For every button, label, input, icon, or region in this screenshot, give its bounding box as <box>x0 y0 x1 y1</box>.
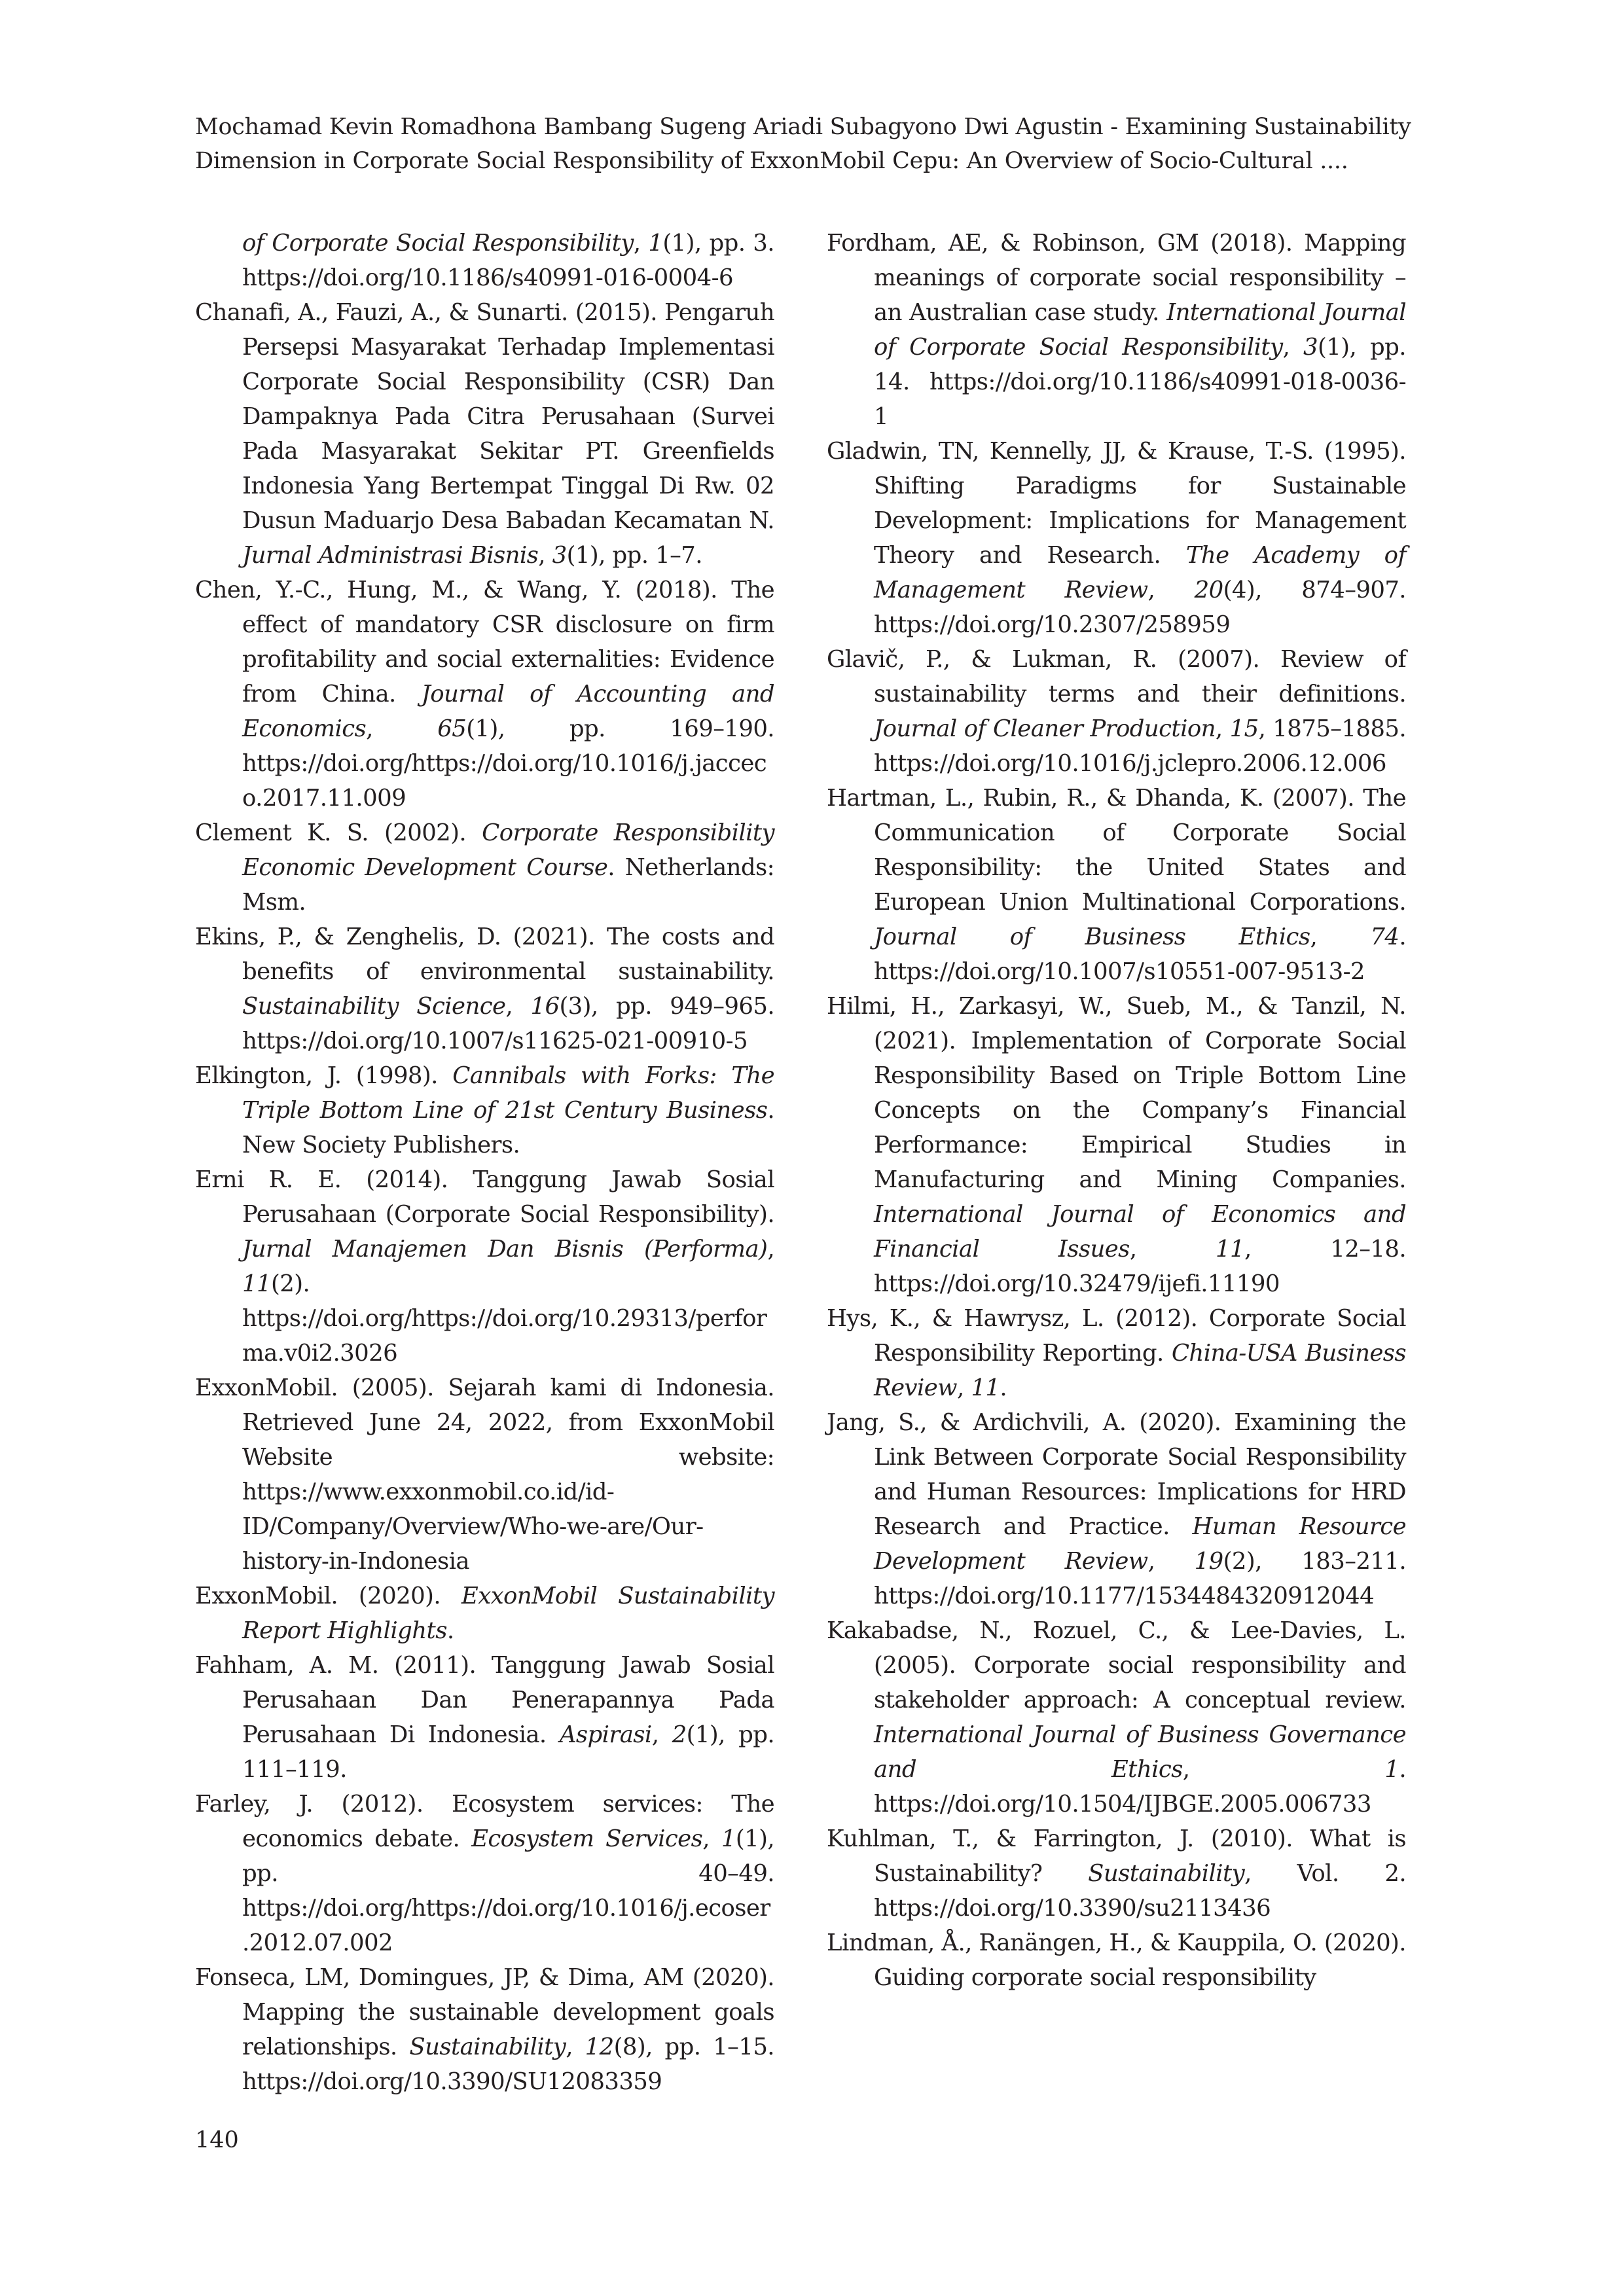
reference-italic-text: Cannibals with Forks: The Triple Bottom Line of 21st Century Business <box>242 1062 774 1124</box>
reference-italic-text: Jurnal Administrasi Bisnis <box>242 542 539 569</box>
reference-entry <box>827 781 1406 989</box>
reference-italic-text: 19 <box>1194 1548 1223 1575</box>
reference-text: Jang, S., & Ardichvili, A. (2020). Examining the Link Between Corporate Social Responsibility and Human Resources: Implications for HRD Research and Practice. <box>827 1409 1406 1540</box>
reference-italic-text: Aspirasi <box>559 1721 652 1748</box>
reference-entry <box>827 1405 1406 1613</box>
reference-italic-text: Corporate Responsibility Economic Development Course <box>242 819 774 881</box>
reference-column-left <box>195 226 774 2099</box>
reference-text: . https://doi.org/10.1007/s10551-007-9513-2 <box>874 924 1406 985</box>
reference-italic-text: 1 <box>648 230 663 257</box>
page-number: 140 <box>195 2127 239 2153</box>
reference-text: , <box>1282 334 1304 361</box>
reference-text: ExxonMobil. (2005). Sejarah kami di Indonesia. Retrieved June 24, 2022, from ExxonMobil Website website: https://www.exxonmobil.co.id/id-ID/Company/Overview/Who-we-are/Our-history-in-Indonesia <box>195 1374 774 1575</box>
reference-entry <box>195 1579 774 1648</box>
reference-italic-text: 3 <box>1303 334 1318 361</box>
reference-text: (2). https://doi.org/https://doi.org/10.29313/performa.v0i2.3026 <box>242 1270 767 1367</box>
reference-entry <box>827 1613 1406 1821</box>
reference-entry <box>195 920 774 1058</box>
reference-text: Hartman, L., Rubin, R., & Dhanda, K. (2007). The Communication of Corporate Social Responsibility: the United States and European Union Multinational Corporations. <box>827 785 1406 916</box>
reference-italic-text: The Academy of Management Review <box>874 542 1406 603</box>
reference-italic-text: Ecosystem Services <box>471 1825 703 1852</box>
reference-italic-text: 20 <box>1194 577 1223 603</box>
reference-italic-text: 1 <box>1384 1756 1399 1783</box>
reference-text: Chanafi, A., Fauzi, A., & Sunarti. (2015). Pengaruh Persepsi Masyarakat Terhadap Implementasi Corporate Social Responsibility (CSR) Dan Dampaknya Pada Citra Perusahaan (Survei Pada Masyarakat Sekitar PT. Greenfields Indonesia Yang Bertempat Tinggal Di Rw. 02 Dusun Maduarjo Desa Babadan Kecamatan N. <box>195 299 774 534</box>
reference-text: Hys, K., & Hawrysz, L. (2012). Corporate Social Responsibility Reporting. <box>827 1305 1406 1367</box>
reference-text: (1), pp. 40–49. https://doi.org/https://doi.org/10.1016/j.ecoser.2012.07.002 <box>242 1825 775 1956</box>
reference-italic-text: 65 <box>437 715 467 742</box>
reference-text: (1), pp. 111–119. <box>242 1721 775 1783</box>
reference-text: Lindman, Å., Ranängen, H., & Kauppila, O. (2020). Guiding corporate social responsibility <box>827 1929 1406 1991</box>
reference-text: , 12–18. https://doi.org/10.32479/ijefi.11190 <box>874 1236 1407 1297</box>
reference-text: , <box>1310 924 1371 950</box>
reference-text: , <box>1147 577 1195 603</box>
reference-italic-text: 74 <box>1370 924 1399 950</box>
reference-italic-text: of Corporate Social Responsibility <box>242 230 634 257</box>
reference-text: Kuhlman, T., & Farrington, J. (2010). What is Sustainability? <box>827 1825 1406 1887</box>
reference-text: . New Society Publishers. <box>242 1097 774 1158</box>
reference-italic-text: 11 <box>971 1374 1000 1401</box>
reference-italic-text: International Journal of Corporate Social Responsibility <box>874 299 1406 361</box>
reference-text: , <box>651 1721 672 1748</box>
reference-text: Hilmi, H., Zarkasyi, W., Sueb, M., & Tanzil, N. (2021). Implementation of Corporate Social Responsibility Based on Triple Bottom Line Concepts on the Company’s Financial Performance: Empirical Studies in Manufacturing and Mining Companies. <box>827 993 1406 1193</box>
reference-entry <box>195 1058 774 1162</box>
reference-text: Fahham, A. M. (2011). Tanggung Jawab Sosial Perusahaan Dan Penerapannya Pada Perusahaan Di Indonesia. <box>195 1652 774 1748</box>
reference-text: (3), pp. 949–965. https://doi.org/10.1007/s11625-021-00910-5 <box>242 993 774 1054</box>
reference-text: . <box>1000 1374 1007 1401</box>
reference-italic-text: Journal of Cleaner Production <box>874 715 1216 742</box>
reference-text: Elkington, J. (1998). <box>195 1062 453 1089</box>
reference-text: (1), pp. 3. https://doi.org/10.1186/s40991-016-0004-6 <box>242 230 774 291</box>
reference-text: ExxonMobil. (2020). <box>195 1583 461 1609</box>
reference-entry <box>827 1301 1406 1405</box>
reference-text: (8), pp. 1–15. https://doi.org/10.3390/SU12083359 <box>242 2034 774 2095</box>
reference-text: , <box>366 715 438 742</box>
reference-entry <box>827 226 1406 434</box>
reference-text: (4), 874–907. https://doi.org/10.2307/258959 <box>874 577 1406 638</box>
reference-italic-text: 3 <box>552 542 567 569</box>
reference-text: , <box>538 542 552 569</box>
reference-entry <box>827 434 1406 642</box>
reference-text: Farley, J. (2012). Ecosystem services: The economics debate. <box>195 1791 774 1852</box>
reference-italic-text: 11 <box>242 1270 271 1297</box>
reference-text: , <box>1129 1236 1216 1263</box>
reference-italic-text: 12 <box>585 2034 614 2060</box>
reference-text: , <box>702 1825 721 1852</box>
reference-text: . https://doi.org/10.1504/IJBGE.2005.006733 <box>874 1756 1406 1818</box>
reference-entry <box>827 1821 1406 1926</box>
reference-text: , <box>1147 1548 1195 1575</box>
reference-entry <box>195 1162 774 1371</box>
reference-text: , <box>505 993 531 1020</box>
reference-text: (2), 183–211. https://doi.org/10.1177/1534484320912044 <box>874 1548 1406 1609</box>
reference-entry <box>195 816 774 920</box>
reference-italic-text: Human Resource Development Review <box>874 1513 1406 1575</box>
reference-italic-text: Journal of Business Ethics <box>874 924 1310 950</box>
reference-text: Clement K. S. (2002). <box>195 819 482 846</box>
reference-entry <box>827 989 1406 1301</box>
reference-text: , <box>767 1236 774 1263</box>
reference-text: , Vol. 2. https://doi.org/10.3390/su2113436 <box>874 1860 1406 1922</box>
reference-entry <box>195 295 774 573</box>
reference-italic-text: International Journal of Economics and Financial Issues <box>874 1201 1406 1263</box>
reference-text: (1), pp. 1–7. <box>566 542 702 569</box>
reference-text: Gladwin, TN, Kennelly, JJ, & Krause, T.-S. (1995). Shifting Paradigms for Sustainable Development: Implications for Management Theory and Research. <box>827 438 1406 569</box>
reference-text: , <box>956 1374 971 1401</box>
reference-text: (1), pp. 169–190. https://doi.org/https://doi.org/10.1016/j.jacceco.2017.11.009 <box>242 715 774 812</box>
running-header <box>195 110 1439 178</box>
reference-italic-text: Jurnal Manajemen Dan Bisnis (Performa) <box>242 1236 768 1263</box>
reference-entry <box>195 226 774 295</box>
reference-text: , <box>1182 1756 1385 1783</box>
reference-entry <box>195 1648 774 1787</box>
reference-italic-text: International Journal of Business Governance and Ethics <box>874 1721 1406 1783</box>
reference-text: , <box>633 230 649 257</box>
reference-column-right <box>827 226 1406 1995</box>
reference-text: Kakabadse, N., Rozuel, C., & Lee-Davies, L. (2005). Corporate social responsibility and stakeholder approach: A conceptual review. <box>827 1617 1406 1713</box>
reference-entry <box>195 1960 774 2099</box>
reference-text: Ekins, P., & Zenghelis, D. (2021). The costs and benefits of environmental sustainability. <box>195 924 774 985</box>
reference-text: (1), pp. 14. https://doi.org/10.1186/s40991-018-0036-1 <box>874 334 1406 430</box>
reference-text: . <box>446 1617 454 1644</box>
reference-italic-text: 16 <box>530 993 560 1020</box>
reference-italic-text: 2 <box>672 1721 687 1748</box>
reference-entry <box>195 1371 774 1579</box>
running-header-line-2: Dimension in Corporate Social Responsibility of ExxonMobil Cepu: An Overview of Socio-Cultural .... <box>195 148 1348 174</box>
reference-text: , 1875–1885. https://doi.org/10.1016/j.jclepro.2006.12.006 <box>874 715 1407 777</box>
reference-italic-text: Sustainability <box>409 2034 566 2060</box>
reference-text: Glavič, P., & Lukman, R. (2007). Review of sustainability terms and their definitions. <box>827 646 1406 708</box>
reference-italic-text: 11 <box>1216 1236 1244 1263</box>
reference-italic-text: 1 <box>721 1825 736 1852</box>
reference-text: . Netherlands: Msm. <box>242 854 774 916</box>
reference-text: Fonseca, LM, Domingues, JP, & Dima, AM (2020). Mapping the sustainable development goals relationships. <box>195 1964 774 2060</box>
reference-text: , <box>1215 715 1230 742</box>
running-header-line-1: Mochamad Kevin Romadhona Bambang Sugeng Ariadi Subagyono Dwi Agustin - Examining Sustainability <box>195 114 1411 140</box>
reference-italic-text: China-USA Business Review <box>874 1340 1406 1401</box>
reference-entry <box>827 642 1406 781</box>
reference-italic-text: Journal of Accounting and Economics <box>242 681 774 742</box>
reference-entry <box>827 1926 1406 1995</box>
reference-text: Erni R. E. (2014). Tanggung Jawab Sosial Perusahaan (Corporate Social Responsibility). <box>195 1166 774 1228</box>
reference-text: Chen, Y.-C., Hung, M., & Wang, Y. (2018). The effect of mandatory CSR disclosure on firm profitability and social externalities: Evidence from China. <box>195 577 774 708</box>
reference-entry <box>195 573 774 816</box>
reference-text: Fordham, AE, & Robinson, GM (2018). Mapping meanings of corporate social responsibility – an Australian case study. <box>827 230 1406 326</box>
reference-entry <box>195 1787 774 1960</box>
reference-italic-text: 15 <box>1229 715 1259 742</box>
reference-text: , <box>566 2034 585 2060</box>
reference-italic-text: Sustainability <box>1088 1860 1245 1887</box>
reference-italic-text: Sustainability Science <box>242 993 506 1020</box>
reference-italic-text: ExxonMobil Sustainability Report Highlights <box>242 1583 774 1644</box>
